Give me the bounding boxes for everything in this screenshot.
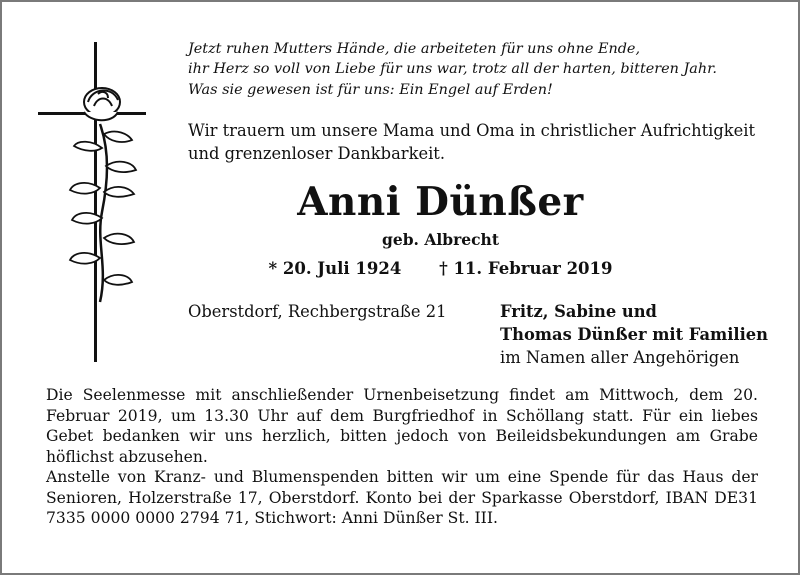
birth-date: * 20. Juli 1924 [268, 259, 402, 278]
deceased-name: Anni Dünßer [297, 179, 584, 225]
maiden-name: geb. Albrecht [382, 230, 499, 249]
poem-line: Was sie gewesen ist für uns: Ein Engel auf Erden! [188, 81, 553, 98]
poem-line: ihr Herz so voll von Liebe für uns war, trotz all der harten, bitteren Jahr. [188, 61, 717, 78]
life-dates [188, 257, 693, 281]
family-line: im Namen aller Angehörigen [500, 348, 740, 367]
mourning-statement [188, 119, 788, 165]
intro-line: und grenzenloser Dankbarkeit. [188, 144, 446, 163]
funeral-info-paragraph: Die Seelenmesse mit anschließender Urnenbeisetzung findet am Mittwoch, dem 20. Februar 2019, um 13.30 Uhr auf dem Burgfriedhof in Schöllang statt. Für ein liebes Gebet bedanken wir uns herzlich, bitten jedoch von Beileidsbekundungen am Grabe höflichst abzusehen. [46, 386, 758, 466]
address: Oberstdorf, Rechbergstraße 21 [188, 302, 447, 321]
family-line: Thomas Dünßer mit Familien [500, 325, 768, 344]
poem-line: Jetzt ruhen Mutters Hände, die arbeiteten für uns ohne Ende, [188, 41, 641, 57]
death-date: † 11. Februar 2019 [439, 259, 613, 278]
intro-line: Wir trauern um unsere Mama und Oma in christlicher Aufrichtigkeit [188, 121, 756, 140]
funeral-notice [46, 385, 758, 529]
cross-with-rose-icon [38, 42, 153, 362]
poem [188, 39, 778, 100]
family-signature [500, 300, 768, 369]
donation-info-paragraph: Anstelle von Kranz- und Blumenspenden bitten wir um eine Spende für das Haus der Senioren, Holzerstraße 17, Oberstdorf. Konto bei der Sparkasse Oberstdorf, IBAN DE31 7335 0000 0000 2794 71, Stichwort: Anni Dünßer St. III. [46, 468, 758, 527]
family-line: Fritz, Sabine und [500, 302, 657, 321]
